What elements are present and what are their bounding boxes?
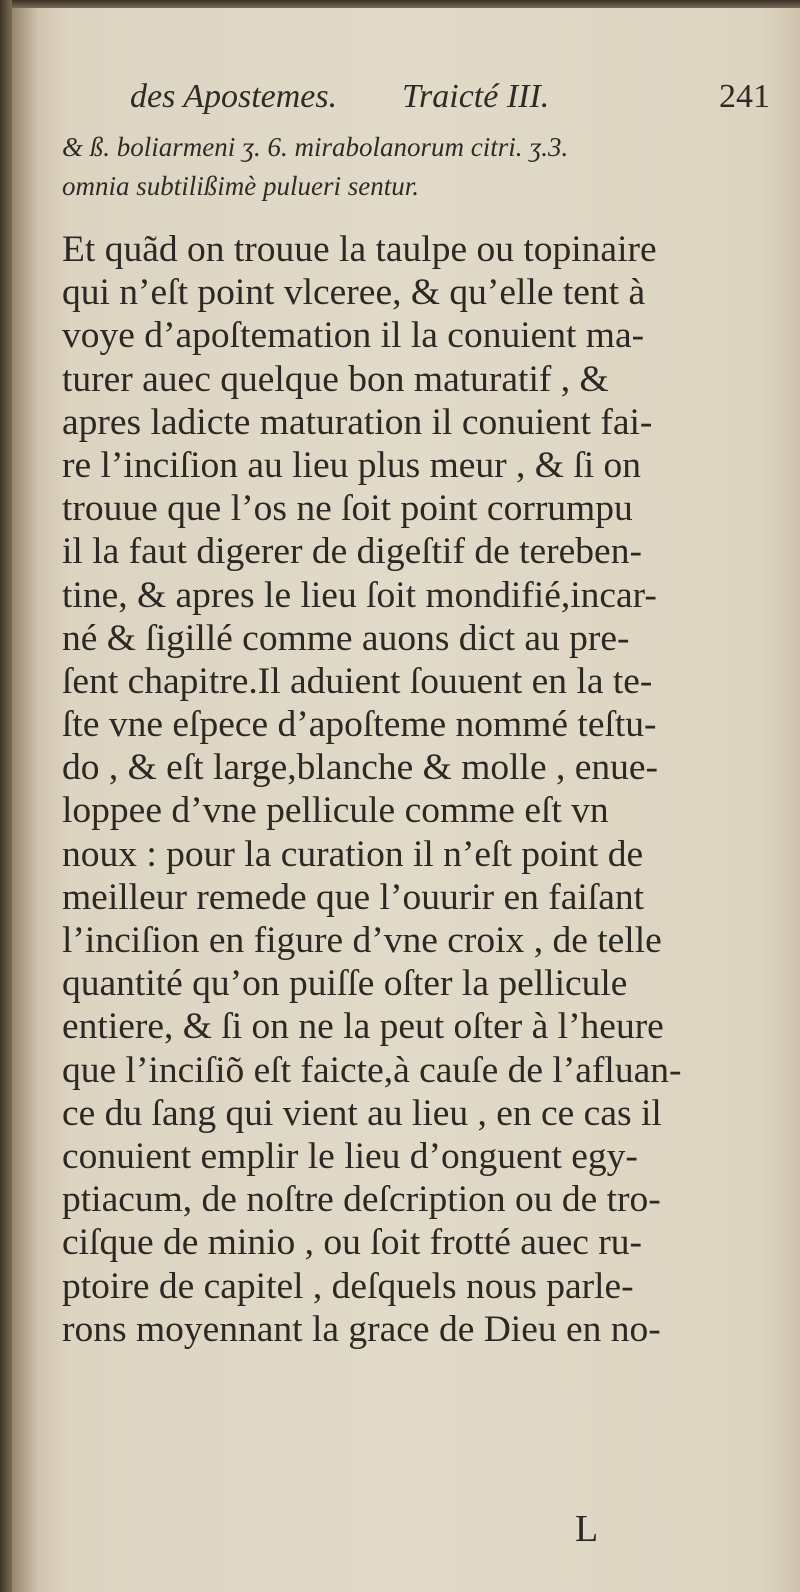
- text-line: Et quãd on trouue la taulpe ou topinaire: [62, 229, 657, 270]
- text-line: ſte vne eſpece d’apoſteme nommé teſtu-: [62, 704, 657, 746]
- text-line: meilleur remede que l’ouurir en faiſant: [62, 876, 645, 918]
- text-line: ce du ſang qui vient au lieu , en ce cas il: [62, 1092, 662, 1134]
- page-top-edge: [0, 0, 800, 8]
- header-treatise: Traicté III.: [402, 78, 550, 115]
- formula-line: omnia subtilißimè pulueri sentur.: [62, 171, 419, 201]
- text-line: ſent chapitre.Il aduient ſouuent en la te-: [62, 660, 653, 702]
- text-line: né & ſigillé comme auons dict au pre-: [62, 617, 630, 659]
- book-spine-shadow: [0, 0, 12, 1592]
- text-line: noux : pour la curation il n’eſt point de: [62, 833, 644, 875]
- signature-mark: L: [575, 1508, 599, 1550]
- text-line: apres ladicte maturation il conuient fai-: [62, 401, 653, 443]
- text-line: ptoire de capitel , deſquels nous parle-: [62, 1265, 634, 1307]
- text-line: il la faut digerer de digeſtif de tereben-: [62, 531, 642, 573]
- text-line: tine, & apres le lieu ſoit mondifié,incar-: [62, 574, 657, 616]
- page-number: 241: [719, 78, 770, 115]
- formula-line: & ß. boliarmeni ʒ. 6. mirabolanorum citri. ʒ.3.: [62, 132, 569, 162]
- text-line: rons moyennant la grace de Dieu en no-: [62, 1308, 661, 1350]
- text-line: ciſque de minio , ou ſoit frotté auec ru-: [62, 1222, 643, 1264]
- text-line: do , & eſt large,blanche & molle , enue-: [62, 747, 658, 789]
- text-line: turer auec quelque bon maturatif , &: [62, 358, 609, 400]
- body-text: [62, 228, 762, 1351]
- text-line: que l’inciſiõ eſt faicte,à cauſe de l’afluan-: [62, 1049, 682, 1091]
- text-line: loppee d’vne pellicule comme eſt vn: [62, 790, 609, 832]
- text-line: voye d’apoſtemation il la conuient ma-: [62, 315, 645, 357]
- text-line: re l’inciſion au lieu plus meur , & ſi on: [62, 444, 642, 486]
- text-line: qui n’eſt point vlceree, & qu’elle tent à: [62, 272, 646, 314]
- running-header: [130, 78, 770, 122]
- text-line: l’inciſion en figure d’vne croix , de telle: [62, 920, 662, 961]
- text-line: conuient emplir le lieu d’onguent egy-: [62, 1135, 638, 1177]
- text-line: quantité qu’on puiſſe oſter la pellicule: [62, 963, 628, 1005]
- text-line: ptiacum, de noſtre deſcription ou de tro-: [62, 1179, 661, 1221]
- header-title: des Apostemes.: [130, 78, 338, 115]
- text-line: entiere, & ſi on ne la peut oſter à l’heure: [62, 1006, 664, 1048]
- text-line: trouue que l’os ne ſoit point corrumpu: [62, 488, 633, 530]
